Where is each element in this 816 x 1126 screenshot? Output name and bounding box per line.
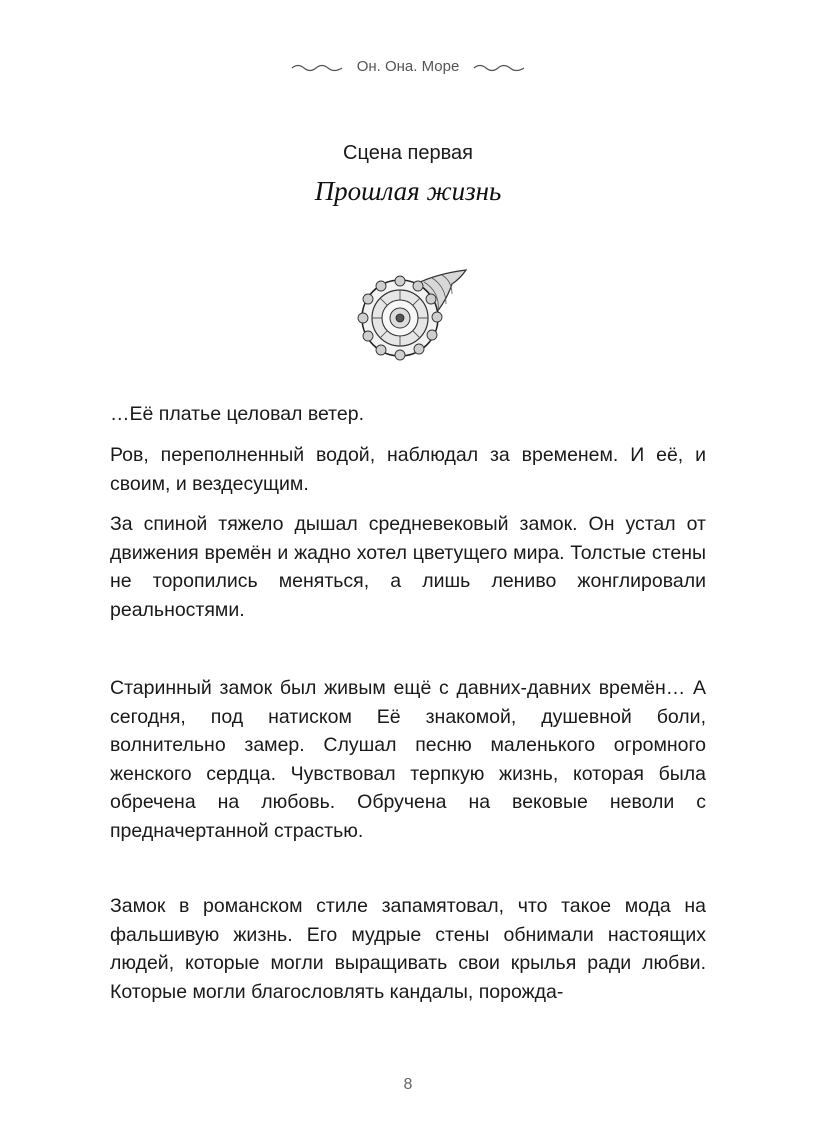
wave-ornament-right [473,62,525,72]
paragraph-text: Замок в романском стиле запамятовал, что такое мода на фальшивую жизнь. Его мудрые стены обнимали настоящих людей, которые могли выращивать свои крылья ради любви. Которые могли благословлять кандалы, порожда- [110,895,706,1003]
paragraph-1 [110,400,706,429]
paragraph-text: Ров, переполненный водой, наблюдал за временем. И её, и своим, и вездесущим. [110,444,706,495]
paragraph-2 [110,441,706,498]
running-title: Он. Она. Море [356,58,460,75]
paragraph-3 [110,510,706,624]
wave-ornament-left [291,62,343,72]
paragraph-text: Старинный замок был живым ещё с давних-давних времён… А сегодня, под натиском Её знакомой, душевной боли, волнительно замер. Слушал песню маленького огромного женского сердца. Чувствовал терпкую жизнь, которая была обречена на любовь. Обручена на вековые неволи с предначертанной страстью. [110,677,706,842]
paragraph-5 [110,892,706,1006]
page-number: 8 [403,1076,413,1093]
seashell-icon [354,262,472,362]
paragraph-text: За спиной тяжело дышал средневековый замок. Он устал от движения времён и жадно хотел цветущего мира. Толстые стены не торопились меняться, а лишь лениво жонглировали реальностями. [110,513,706,621]
running-header [0,58,816,75]
paragraph-text: …Её платье целовал ветер. [110,403,365,425]
scene-label: Сцена первая [343,142,473,164]
chapter-title: Прошлая жизнь [314,176,502,206]
paragraph-4 [110,674,706,845]
